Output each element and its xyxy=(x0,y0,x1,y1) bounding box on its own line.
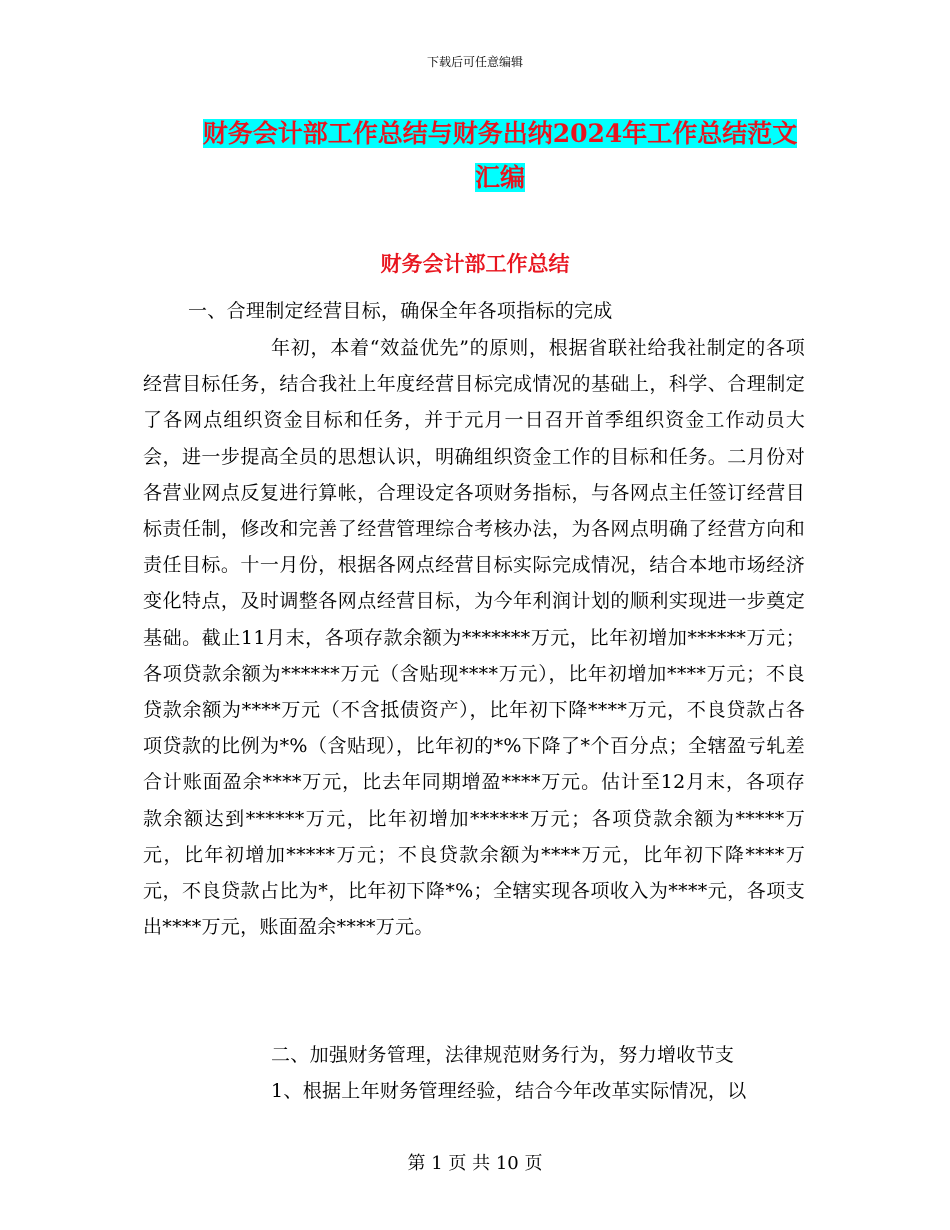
heading-2: 二、加强财务管理，法律规范财务行为，努力增收节支 xyxy=(271,1044,735,1066)
header-note: 下载后可任意编辑 xyxy=(426,55,523,69)
section-title: 财务会计部工作总结 xyxy=(380,251,570,276)
document-title-line-2: 汇编 xyxy=(474,163,525,192)
paragraph-1: 年初，本着“效益优先”的原则，根据省联社给我社制定的各项经营目标任务，结合我社上年度经营目标完成情况的基础上，科学、合理制定了各网点组织资金目标和任务，并于元月一日召开首季组织资金工作动员大会，进一步提高全员的思想认识，明确组织资金工作的目标和任务。二月份对各营业网点反复进行算帐，合理设定各项财务指标，与各网点主任签订经营目标责任制，修改和完善了经营管理综合考核办法，为各网点明确了经营方向和责任目标。十一月份，根据各网点经营目标实际完成情况，结合本地市场经济变化特点，及时调整各网点经营目标，为今年利润计划的顺利实现进一步奠定基础。截止11月末，各项存款余额为*******万元，比年初增加******万元；各项贷款余额为******万元（含贴现****万元），比年初增加****万元；不良贷款余额为****万元（不含抵债资产），比年初下降****万元，不良贷款占各项贷款的比例为*%（含贴现），比年初的*%下降了*个百分点；全辖盈亏轧差合计账面盈余****万元，比去年同期增盈****万元。估计至12月末，各项存款余额达到******万元，比年初增加******万元；各项贷款余额为*****万元，比年初增加*****万元；不良贷款余额为****万元，比年初下降****万元，不良贷款占比为*，比年初下降*%；全辖实现各项收入为****元，各项支出****万元，账面盈余****万元。 xyxy=(143,337,805,939)
page-footer: 第 1 页 共 10 页 xyxy=(407,1153,543,1174)
document-title-line-1: 财务会计部工作总结与财务出纳2024年工作总结范文 xyxy=(202,119,798,148)
document-title xyxy=(150,112,850,200)
heading-1 xyxy=(143,293,805,329)
paragraph-2: 1、根据上年财务管理经验，结合今年改革实际情况，以 xyxy=(271,1080,747,1102)
heading-1-text: 一、合理制定经营目标，确保全年各项指标的完成 xyxy=(188,300,613,322)
